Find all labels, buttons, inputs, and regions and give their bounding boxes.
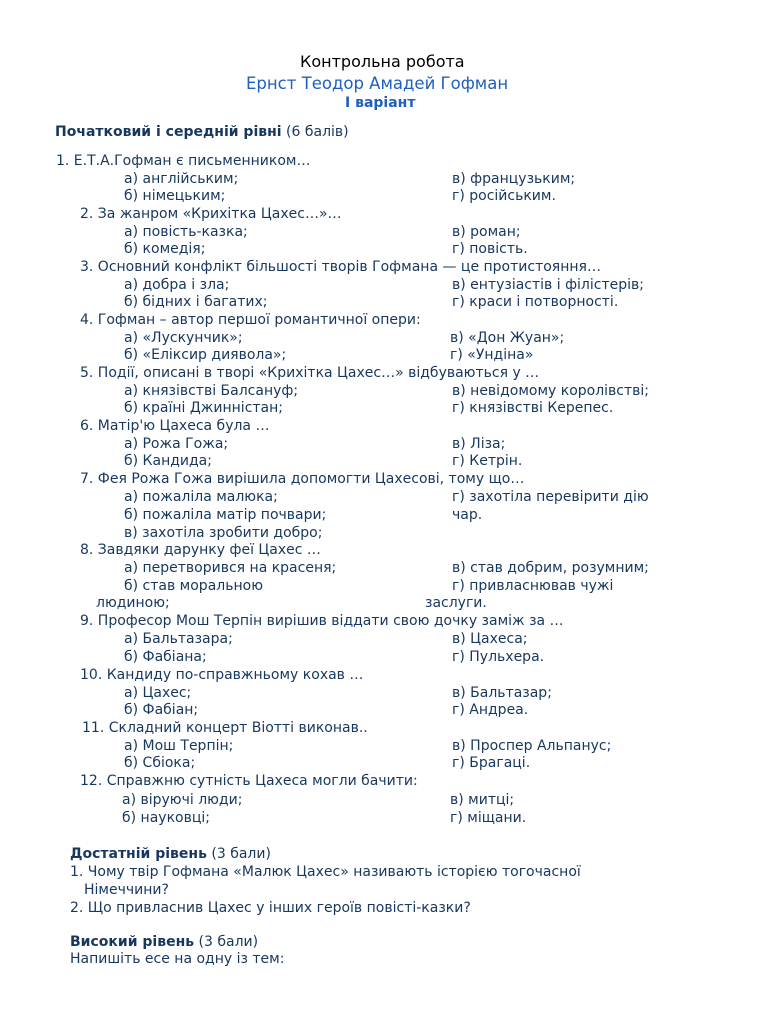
option-11c: в) Проспер Альпанус;	[452, 738, 612, 754]
option-4c: в) «Дон Жуан»;	[450, 330, 565, 346]
option-9a: а) Бальтазара;	[124, 631, 233, 647]
option-4b: б) «Еліксир диявола»;	[124, 347, 287, 363]
option-3c: в) ентузіастів і філістерів;	[452, 277, 644, 293]
section-label: Достатній рівень	[70, 846, 207, 862]
option-5a: а) князівстві Балсануф;	[124, 383, 299, 399]
option-8d-cont: заслуги.	[425, 595, 487, 611]
question-4: 4. Гофман – автор першої романтичної опери:	[80, 312, 421, 328]
question-5: 5. Події, описані в творі «Крихітка Цахес…» відбуваються у …	[80, 365, 540, 381]
section-label: Високий рівень	[70, 934, 195, 950]
sufficient-question-2: 2. Що привласнив Цахес у інших героїв повісті-казки?	[70, 900, 471, 916]
option-1d: г) російським.	[452, 188, 556, 204]
option-2d: г) повість.	[452, 241, 528, 257]
option-11a: а) Мош Терпін;	[124, 738, 234, 754]
option-7b2: в) захотіла зробити добро;	[124, 525, 323, 541]
option-6b: б) Кандида;	[124, 453, 212, 469]
option-9b: б) Фабіана;	[124, 649, 207, 665]
option-8a: а) перетворився на красеня;	[124, 560, 337, 576]
option-7b: б) пожаліла матір почвари;	[124, 507, 327, 523]
option-2c: в) роман;	[452, 224, 521, 240]
sufficient-question-1-cont: Німеччини?	[84, 882, 169, 898]
option-7a: а) пожаліла малюка;	[124, 489, 278, 505]
option-12b: б) науковці;	[122, 810, 210, 826]
option-3d: г) краси і потворності.	[452, 294, 619, 310]
option-3b: б) бідних і багатих;	[124, 294, 268, 310]
section-heading-basic	[55, 123, 349, 141]
question-2: 2. За жанром «Крихітка Цахес…»…	[80, 206, 342, 222]
option-2b: б) комедія;	[124, 241, 206, 257]
option-3a: а) добра і зла;	[124, 277, 230, 293]
question-11: 11. Складний концерт Віотті виконав..	[82, 720, 368, 736]
option-9c: в) Цахеса;	[452, 631, 528, 647]
sufficient-question-1: 1. Чому твір Гофмана «Малюк Цахес» називають історією тогочасної	[70, 864, 581, 880]
essay-instruction: Напишіть есе на одну із тем:	[70, 951, 285, 967]
option-7c-cont: чар.	[452, 507, 483, 523]
question-7: 7. Фея Рожа Гожа вирішила допомогти Цахесові, тому що…	[80, 471, 525, 487]
option-10d: г) Андреа.	[452, 702, 529, 718]
option-5b: б) країні Джинністан;	[124, 400, 283, 416]
question-3: 3. Основний конфлікт більшості творів Гофмана — це протистояння…	[80, 259, 601, 275]
option-10a: а) Цахес;	[124, 685, 192, 701]
question-10: 10. Кандиду по-справжньому кохав …	[80, 667, 364, 683]
section-points: (6 балів)	[286, 124, 349, 140]
variant-label: І варіант	[345, 95, 416, 111]
option-4a: а) «Лускунчик»;	[124, 330, 243, 346]
option-8b-cont: людиною;	[96, 595, 170, 611]
question-8: 8. Завдяки дарунку феї Цахес …	[80, 542, 321, 558]
option-1b: б) німецьким;	[124, 188, 226, 204]
option-8d: г) привласнював чужі	[452, 578, 614, 594]
option-10b: б) Фабіан;	[124, 702, 199, 718]
document-subtitle: Ернст Теодор Амадей Гофман	[246, 74, 509, 93]
section-label: Початковий і середній рівні	[55, 124, 282, 140]
option-8b: б) став моральною	[124, 578, 263, 594]
option-1a: а) англійським;	[124, 171, 239, 187]
option-6a: а) Рожа Гожа;	[124, 436, 229, 452]
option-11d: г) Брагаці.	[452, 755, 531, 771]
section-heading-sufficient	[70, 845, 271, 863]
option-12c: в) митці;	[450, 792, 515, 808]
question-6: 6. Матір'ю Цахеса була …	[80, 418, 270, 434]
document-title: Контрольна робота	[300, 52, 465, 71]
section-heading-high	[70, 933, 258, 951]
option-12a: а) віруючі люди;	[122, 792, 243, 808]
option-10c: в) Бальтазар;	[452, 685, 552, 701]
option-8c: в) став добрим, розумним;	[452, 560, 649, 576]
option-7c: г) захотіла перевірити дію	[452, 489, 649, 505]
section-points: (3 бали)	[211, 846, 271, 862]
question-1: 1. Е.Т.А.Гофман є письменником…	[56, 153, 311, 169]
section-points: (3 бали)	[198, 934, 259, 950]
option-5d: г) князівстві Керепес.	[452, 400, 614, 416]
option-1c: в) французьким;	[452, 171, 576, 187]
option-5c: в) невідомому королівстві;	[452, 383, 650, 399]
option-9d: г) Пульхера.	[452, 649, 545, 665]
option-2a: а) повість-казка;	[124, 224, 248, 240]
question-12: 12. Справжню сутність Цахеса могли бачити:	[80, 773, 418, 789]
option-12d: г) міщани.	[450, 810, 527, 826]
question-9: 9. Професор Мош Терпін вирішив віддати свою дочку заміж за …	[80, 613, 564, 629]
option-6c: в) Ліза;	[452, 436, 506, 452]
option-4d: г) «Ундіна»	[450, 347, 534, 363]
option-11b: б) Сбіока;	[124, 755, 196, 771]
option-6d: г) Кетрін.	[452, 453, 523, 469]
